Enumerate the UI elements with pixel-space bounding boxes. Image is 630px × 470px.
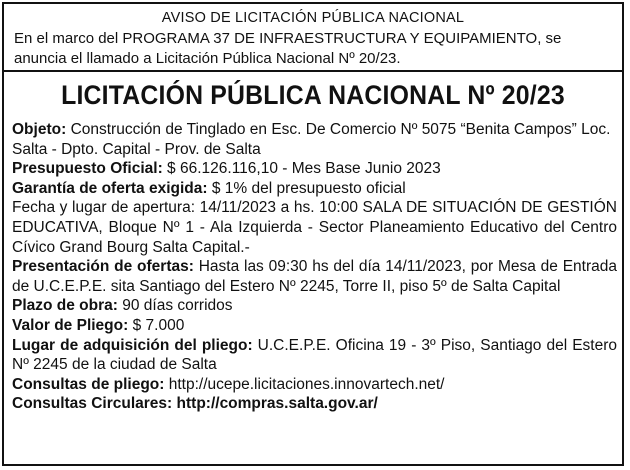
- valor-paragraph: [12, 316, 617, 336]
- garantia-paragraph: [12, 179, 617, 199]
- valor-value: $ 7.000: [132, 316, 185, 334]
- consultas-circulares-label: Consultas Circulares:: [12, 395, 173, 413]
- notice-body: [12, 120, 617, 414]
- objeto-label: Objeto:: [12, 121, 67, 138]
- notice-header: [4, 4, 622, 72]
- adquisicion-value: U.C.E.P.E. Oficina 19 - 3º Piso, Santiago del Estero Nº 2245 de la ciudad de Salta: [12, 336, 617, 374]
- header-title: AVISO DE LICITACIÓN PÚBLICA NACIONAL: [161, 10, 465, 26]
- presentacion-paragraph: [12, 257, 617, 296]
- presentacion-label: Presentación de ofertas:: [12, 258, 194, 276]
- plazo-paragraph: [12, 296, 617, 316]
- consultas-pliego-label: Consultas de pliego:: [12, 375, 165, 393]
- tender-notice: [2, 2, 624, 466]
- consultas-pliego-link[interactable]: http://ucepe.licitaciones.innovartech.net/: [168, 375, 445, 393]
- valor-label: Valor de Pliego:: [12, 316, 129, 334]
- main-title: LICITACIÓN PÚBLICA NACIONAL Nº 20/23: [61, 80, 565, 110]
- objeto-paragraph: [12, 120, 617, 159]
- consultas-pliego-paragraph: [12, 375, 617, 395]
- header-text: En el marco del PROGRAMA 37 DE INFRAESTRUCTURA Y EQUIPAMIENTO, se anuncia el llamado a Licitación Pública Nacional Nº 20/23.: [14, 30, 562, 67]
- presupuesto-label: Presupuesto Oficial:: [12, 160, 163, 178]
- garantia-value: $ 1% del presupuesto oficial: [211, 179, 406, 197]
- garantia-label: Garantía de oferta exigida:: [12, 179, 208, 197]
- plazo-value: 90 días corridos: [122, 297, 233, 315]
- presupuesto-paragraph: [12, 159, 617, 179]
- consultas-circulares-paragraph: [12, 394, 617, 414]
- consultas-circulares-link[interactable]: http://compras.salta.gov.ar/: [176, 395, 378, 413]
- objeto-value: Construcción de Tinglado en Esc. De Comercio Nº 5075 “Benita Campos” Loc. Salta - Dpto. Capital - Prov. de Salta: [12, 121, 611, 158]
- plazo-label: Plazo de obra:: [12, 297, 118, 315]
- presentacion-value: Hasta las 09:30 hs del día 14/11/2023, por Mesa de Entrada de U.C.E.P.E. sita Santiago del Estero Nº 2245, Torre II, piso 5º de Salta Capital: [12, 258, 617, 295]
- adquisicion-label: Lugar de adquisición del pliego:: [12, 336, 253, 354]
- adquisicion-paragraph: [12, 336, 617, 375]
- presupuesto-value: $ 66.126.116,10 - Mes Base Junio 2023: [167, 160, 441, 178]
- apertura-paragraph: Fecha y lugar de apertura: 14/11/2023 a hs. 10:00 SALA DE SITUACIÓN DE GESTIÓN EDUCATIVA, Bloque Nº 1 - Ala Izquierda - Sector Planeamiento Educativo del Centro Cívico Grand Bourg Salta Capital.-: [12, 199, 617, 256]
